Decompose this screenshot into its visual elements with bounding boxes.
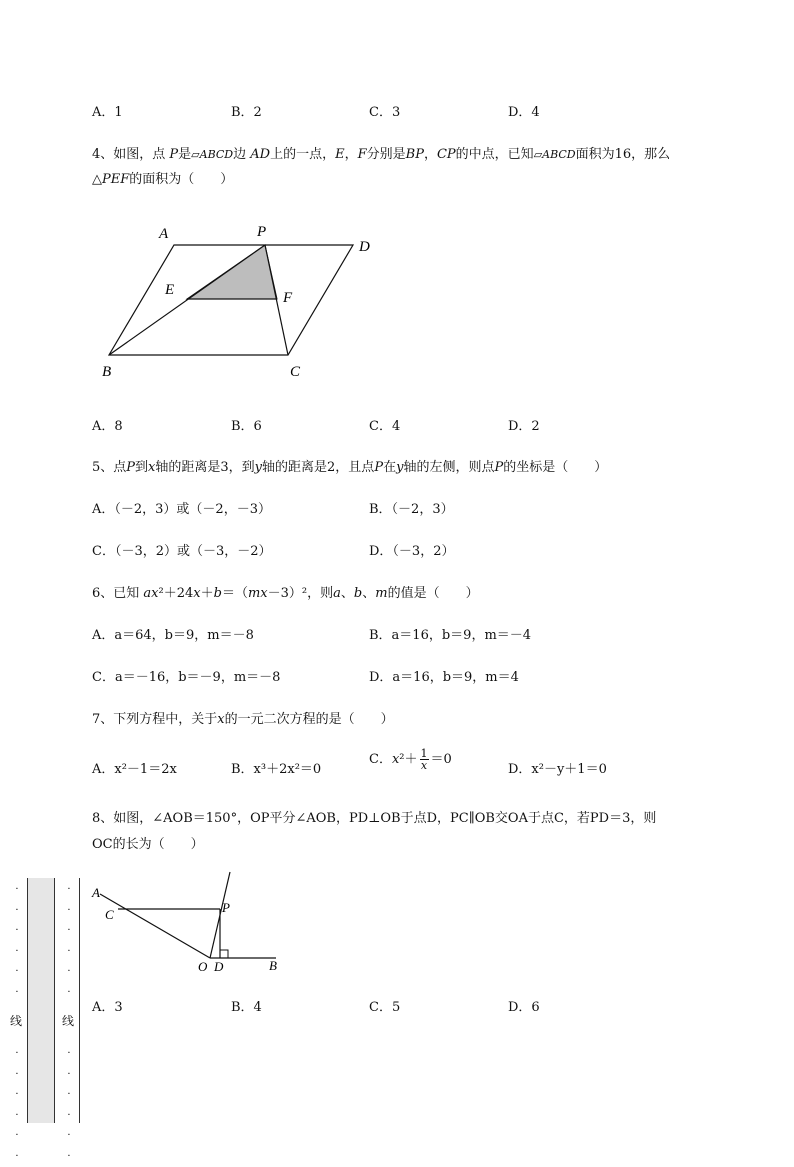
q8-stem-line1: 8、如图，∠AOB＝150°，OP平分∠AOB，PD⊥OB于点D，PC∥OB交OA于点C，若PD＝3，则 [92,811,657,826]
q3-option-c[interactable]: C．3 [369,105,401,120]
binding-dots-right: · · · · · · · · · · · · [67,884,71,1162]
label-c: C [290,364,301,380]
binding-dots-left: · · · · · · · · · · · · [15,884,19,1162]
binding-margin-band [27,878,55,1123]
q7-option-a[interactable]: A．x²－1＝2x [92,762,177,777]
q4-stem-line1: 4、如图，点 P是▱ABCD边 AD上的一点，E，F分别是BP，CP的中点，已知▱ABCD面积为16，那么 [92,147,671,162]
segment-bp [109,245,265,355]
q8-option-a[interactable]: A．3 [92,1000,123,1015]
q3-option-d[interactable]: D．4 [508,105,540,120]
q8-stem-line2: OC的长为（ ） [92,837,204,852]
label-c: C [105,907,114,922]
q5-option-c[interactable]: C．（－3，2）或（－3，－2） [92,544,272,559]
q6-option-d[interactable]: D．a＝16，b＝9，m＝4 [369,670,519,685]
label-o: O [198,959,208,974]
q4-option-d[interactable]: D．2 [508,419,540,434]
q4-option-a[interactable]: A．8 [92,419,123,434]
q6-stem: 6、已知 ax²＋24x＋b＝（mx－3）²，则a、b、m的值是（ ） [92,586,479,601]
label-a: A [159,226,169,242]
label-a: A [92,885,100,900]
q3-option-b[interactable]: B．2 [231,105,262,120]
q3-option-a[interactable]: A．1 [92,105,123,120]
q7-option-c[interactable]: C．x²＋ $\frac{1}{x}$ ＝0 [369,747,452,772]
q6-option-b[interactable]: B．a＝16，b＝9，m＝－4 [369,628,532,643]
binding-label-right: 线 [62,1014,75,1028]
label-b: B [269,958,277,973]
label-b: B [102,364,112,380]
q6-option-c[interactable]: C．a＝－16，b＝－9，m＝－8 [92,670,281,685]
q5-option-d[interactable]: D．（－3，2） [369,544,455,559]
q6-option-a[interactable]: A．a＝64，b＝9，m＝－8 [92,628,254,643]
parallelogram-abcd [109,245,353,355]
q5-option-a[interactable]: A．（－2，3）或（－2，－3） [92,502,271,517]
q5-stem: 5、点P到x轴的距离是3，到y轴的距离是2，且点P在y轴的左侧，则点P的坐标是（ ） [92,460,608,475]
q4-stem-line2: △PEF的面积为（ ） [92,172,234,187]
binding-margin-line [79,878,80,1123]
q5-option-b[interactable]: B．（－2，3） [369,502,454,517]
label-p: P [257,224,267,240]
label-d: D [359,239,370,255]
q7-option-b[interactable]: B．x³＋2x²＝0 [231,762,322,777]
q4-figure [95,215,395,390]
label-d: D [214,959,224,974]
q4-option-b[interactable]: B．6 [231,419,262,434]
q7-option-d[interactable]: D．x²－y＋1＝0 [508,762,607,777]
q4-option-c[interactable]: C．4 [369,419,401,434]
label-e: E [165,282,175,298]
q8-figure [88,866,288,978]
fraction-1-over-x: $\frac{1}{x}$ [420,747,428,772]
label-f: F [283,290,293,306]
binding-label-left: 线 [10,1014,23,1028]
q8-option-d[interactable]: D．6 [508,1000,540,1015]
q8-option-b[interactable]: B．4 [231,1000,262,1015]
right-angle-mark [220,950,228,958]
q8-option-c[interactable]: C．5 [369,1000,401,1015]
label-p: P [222,900,230,915]
q7-stem: 7、下列方程中，关于x的一元二次方程的是（ ） [92,712,394,727]
ray-oa [100,894,210,958]
